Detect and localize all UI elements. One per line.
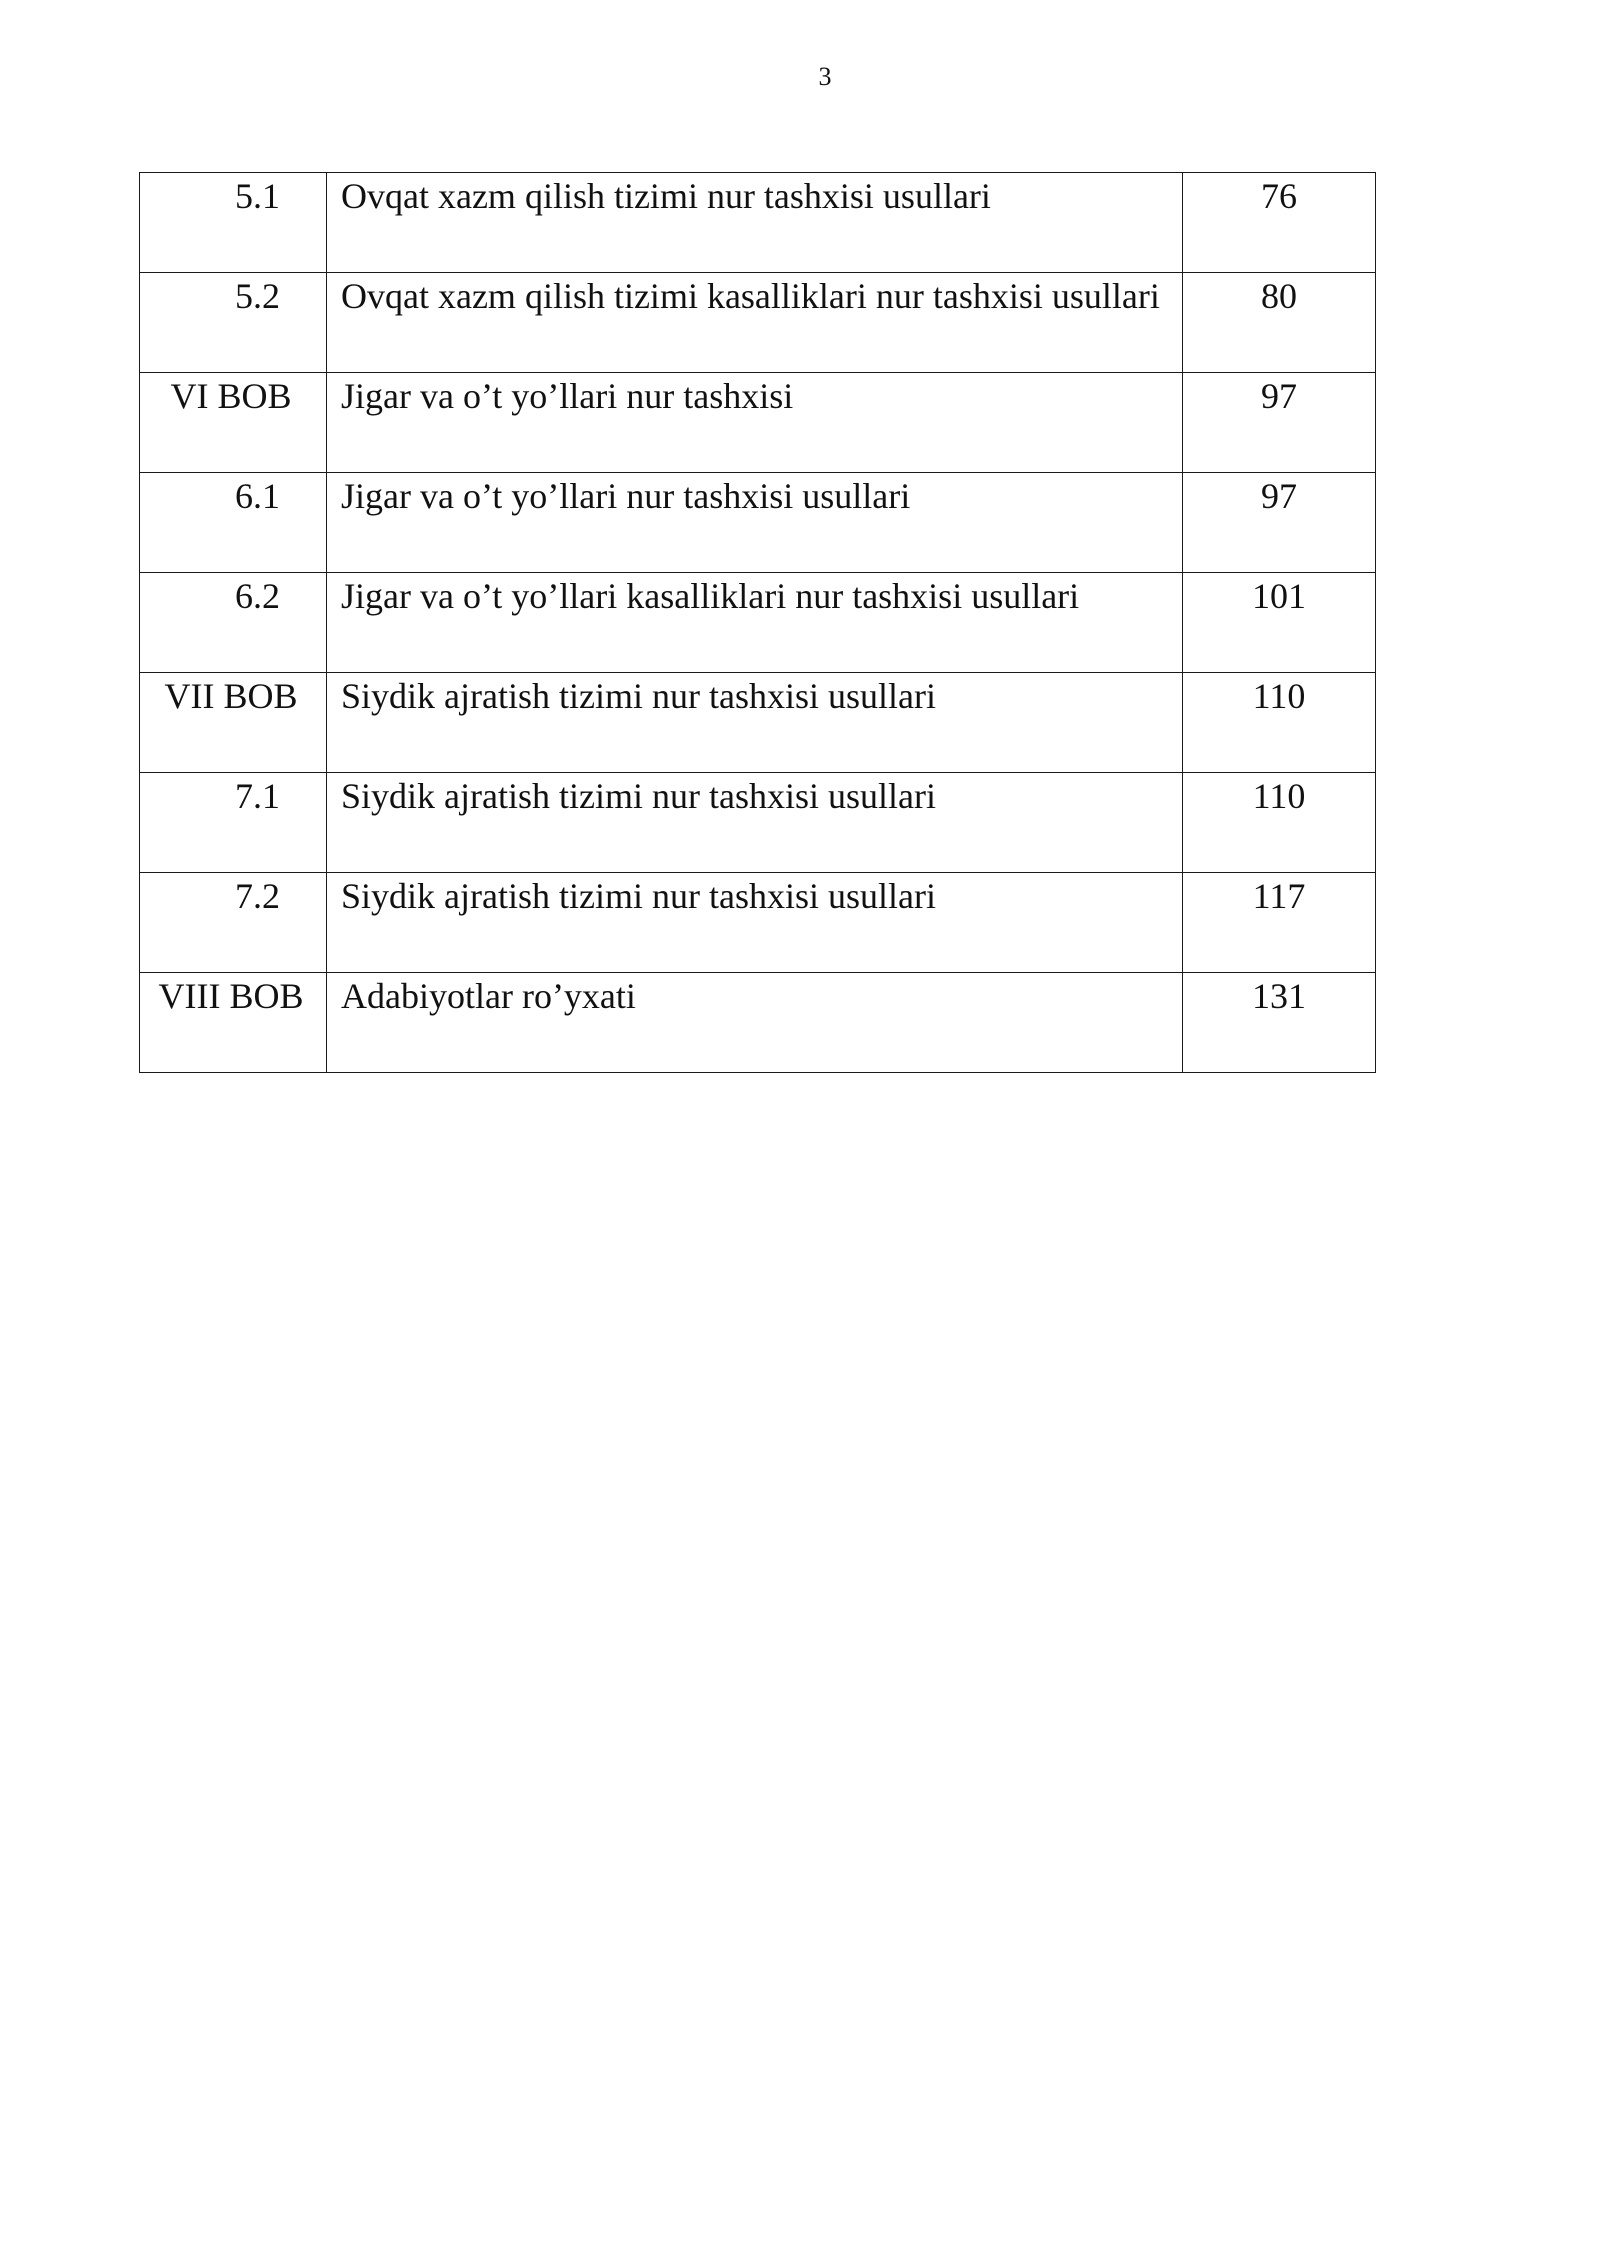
table-row: [140, 973, 1376, 1073]
section-number: 6.1: [140, 473, 327, 573]
section-title: Siydik ajratish tizimi nur tashxisi usullari: [327, 873, 1183, 973]
section-page: 80: [1183, 273, 1376, 373]
table-of-contents: [139, 172, 1376, 1073]
section-number: 5.2: [140, 273, 327, 373]
section-title: Ovqat xazm qilish tizimi kasalliklari nur tashxisi usullari: [327, 273, 1183, 373]
section-page: 101: [1183, 573, 1376, 673]
table-row: [140, 673, 1376, 773]
section-page: 110: [1183, 773, 1376, 873]
chapter-number: VIII BOB: [140, 973, 327, 1073]
page-number: 3: [818, 62, 832, 91]
section-page: 76: [1183, 173, 1376, 273]
table-row: [140, 173, 1376, 273]
section-number: 6.2: [140, 573, 327, 673]
section-title: Jigar va o’t yo’llari kasalliklari nur tashxisi usullari: [327, 573, 1183, 673]
section-page: 97: [1183, 473, 1376, 573]
chapter-title: Adabiyotlar ro’yxati: [327, 973, 1183, 1073]
chapter-page: 97: [1183, 373, 1376, 473]
chapter-title: Jigar va o’t yo’llari nur tashxisi: [327, 373, 1183, 473]
section-number: 7.1: [140, 773, 327, 873]
table-row: [140, 373, 1376, 473]
chapter-page: 131: [1183, 973, 1376, 1073]
section-number: 5.1: [140, 173, 327, 273]
chapter-number: VI BOB: [140, 373, 327, 473]
section-number: 7.2: [140, 873, 327, 973]
table-row: [140, 873, 1376, 973]
table-row: [140, 473, 1376, 573]
chapter-number: VII BOB: [140, 673, 327, 773]
chapter-page: 110: [1183, 673, 1376, 773]
chapter-title: Siydik ajratish tizimi nur tashxisi usullari: [327, 673, 1183, 773]
table-row: [140, 273, 1376, 373]
table-row: [140, 573, 1376, 673]
section-page: 117: [1183, 873, 1376, 973]
section-title: Ovqat xazm qilish tizimi nur tashxisi usullari: [327, 173, 1183, 273]
section-title: Siydik ajratish tizimi nur tashxisi usullari: [327, 773, 1183, 873]
table-row: [140, 773, 1376, 873]
section-title: Jigar va o’t yo’llari nur tashxisi usullari: [327, 473, 1183, 573]
